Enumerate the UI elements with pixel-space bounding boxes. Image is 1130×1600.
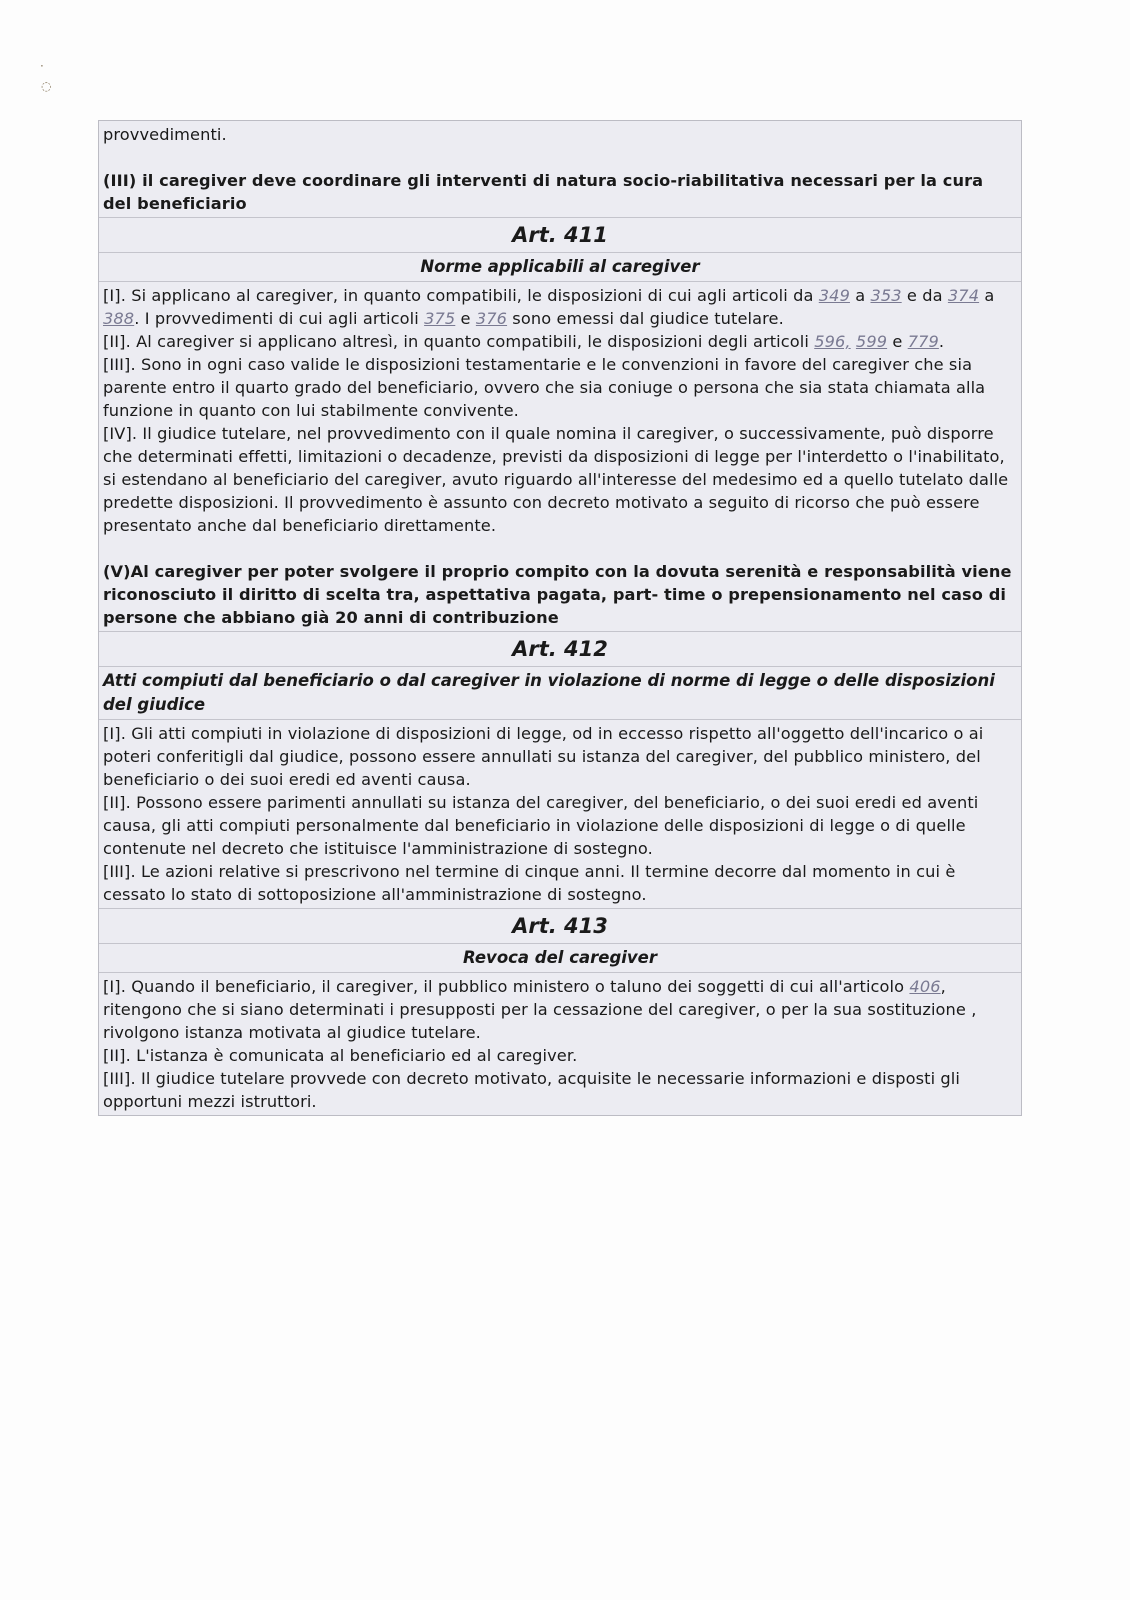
art-412-para-1: [I]. Gli atti compiuti in violazione di disposizioni di legge, od in eccesso rispetto all'oggetto dell'incarico o ai poteri conferitigli dal giudice, possono essere annullati su istanza del caregiver, del pubblico ministero, del beneficiario o dei suoi eredi ed aventi causa.	[103, 724, 984, 789]
continuation-block	[99, 121, 1021, 218]
link-art-599[interactable]: 599	[855, 332, 888, 351]
text-run: e	[455, 309, 476, 328]
clause-iii: (III) il caregiver deve coordinare gli interventi di natura socio-riabilitativa necessari per la cura del beneficiario	[103, 171, 984, 213]
link-art-388[interactable]: 388	[103, 309, 135, 328]
art-412-para-2: [II]. Possono essere parimenti annullati su istanza del caregiver, del beneficiario, o dei suoi eredi ed aventi causa, gli atti compiuti personalmente dal beneficiario in violazione delle disposizioni di legge o di quelle contenute nel decreto che istituisce l'amministrazione di sostegno.	[103, 793, 979, 858]
art-411-title-box	[99, 253, 1021, 282]
link-art-349[interactable]: 349	[818, 286, 850, 305]
art-411-body	[99, 282, 1021, 632]
scan-mark: ◌	[41, 79, 52, 93]
link-art-376[interactable]: 376	[475, 309, 508, 328]
link-art-406[interactable]: 406	[909, 977, 941, 996]
art-413-para-1	[103, 975, 1017, 1044]
art-413-title: Revoca del caregiver	[462, 948, 658, 967]
legal-text-table	[98, 120, 1022, 1116]
text-run: e da	[901, 286, 948, 305]
art-411-number: Art. 411	[512, 223, 608, 247]
text-run: , ritengono che si siano determinati i presupposti per la cessazione del caregiver, o per la sua sostituzione , rivolgono istanza motivata al giudice tutelare.	[103, 977, 977, 1042]
link-art-779[interactable]: 779	[907, 332, 939, 351]
art-413-title-box	[99, 944, 1021, 973]
link-art-375[interactable]: 375	[424, 309, 456, 328]
text-run: sono emessi dal giudice tutelare.	[507, 309, 784, 328]
art-411-para-3: [III]. Sono in ogni caso valide le disposizioni testamentarie e le convenzioni in favore del caregiver che sia parente entro il quarto grado del beneficiario, ovvero che sia coniuge o persona che sia stata chiamata alla funzione in quanto con lui stabilmente convivente.	[103, 355, 986, 420]
art-412-para-3: [III]. Le azioni relative si prescrivono nel termine di cinque anni. Il termine decorre dal momento in cui è cessato lo stato di sottoposizione all'amministrazione di sostegno.	[103, 862, 956, 904]
art-411-para-2	[103, 330, 1017, 353]
art-411-title: Norme applicabili al caregiver	[420, 257, 700, 276]
continuation-text: provvedimenti.	[103, 125, 227, 144]
art-411-para-5: (V)Al caregiver per poter svolgere il proprio compito con la dovuta serenità e responsabilità viene riconosciuto il diritto di scelta tra, aspettativa pagata, part- time o prepensionamento nel caso di persone che abbiano già 20 anni di contribuzione	[103, 562, 1012, 627]
art-411-para-4: [IV]. Il giudice tutelare, nel provvedimento con il quale nomina il caregiver, o successivamente, può disporre che determinati effetti, limitazioni o decadenze, previsti da disposizioni di legge per l'interdetto o l'inabilitato, si estendano al beneficiario del caregiver, avuto riguardo all'interesse del medesimo ed a quello tutelato dalle predette disposizioni. Il provvedimento è assunto con decreto motivato a seguito di ricorso che può essere presentato anche dal beneficiario direttamente.	[103, 424, 1009, 535]
art-413-para-2: [II]. L'istanza è comunicata al beneficiario ed al caregiver.	[103, 1046, 578, 1065]
text-run: a	[849, 286, 871, 305]
link-art-596[interactable]: 596,	[814, 332, 851, 351]
art-413-number: Art. 413	[512, 914, 608, 938]
text-run: [II]. Al caregiver si applicano altresì, in quanto compatibili, le disposizioni degli articoli	[103, 332, 815, 351]
art-413-para-3: [III]. Il giudice tutelare provvede con decreto motivato, acquisite le necessarie informazioni e disposti gli opportuni mezzi istruttori.	[103, 1069, 960, 1111]
link-art-353[interactable]: 353	[870, 286, 902, 305]
art-412-number: Art. 412	[512, 637, 608, 661]
scan-mark: ⋅	[40, 59, 44, 73]
text-run: [I]. Si applicano al caregiver, in quanto compatibili, le disposizioni di cui agli articoli da	[103, 286, 819, 305]
art-411-heading-box	[99, 218, 1021, 253]
art-413-body	[99, 973, 1021, 1115]
art-412-title-box	[99, 667, 1021, 720]
text-run: . I provvedimenti di cui agli articoli	[134, 309, 425, 328]
text-run: [I]. Quando il beneficiario, il caregiver, il pubblico ministero o taluno dei soggetti di cui all'articolo	[103, 977, 910, 996]
art-411-para-1	[103, 284, 1017, 330]
art-412-heading-box	[99, 632, 1021, 667]
link-art-374[interactable]: 374	[947, 286, 980, 305]
art-413-heading-box	[99, 909, 1021, 944]
art-412-title: Atti compiuti dal beneficiario o dal caregiver in violazione di norme di legge o delle disposizioni del giudice	[103, 671, 995, 714]
art-412-body	[99, 720, 1021, 909]
text-run: a	[979, 286, 995, 305]
text-run: e	[887, 332, 908, 351]
text-run: .	[938, 332, 945, 351]
